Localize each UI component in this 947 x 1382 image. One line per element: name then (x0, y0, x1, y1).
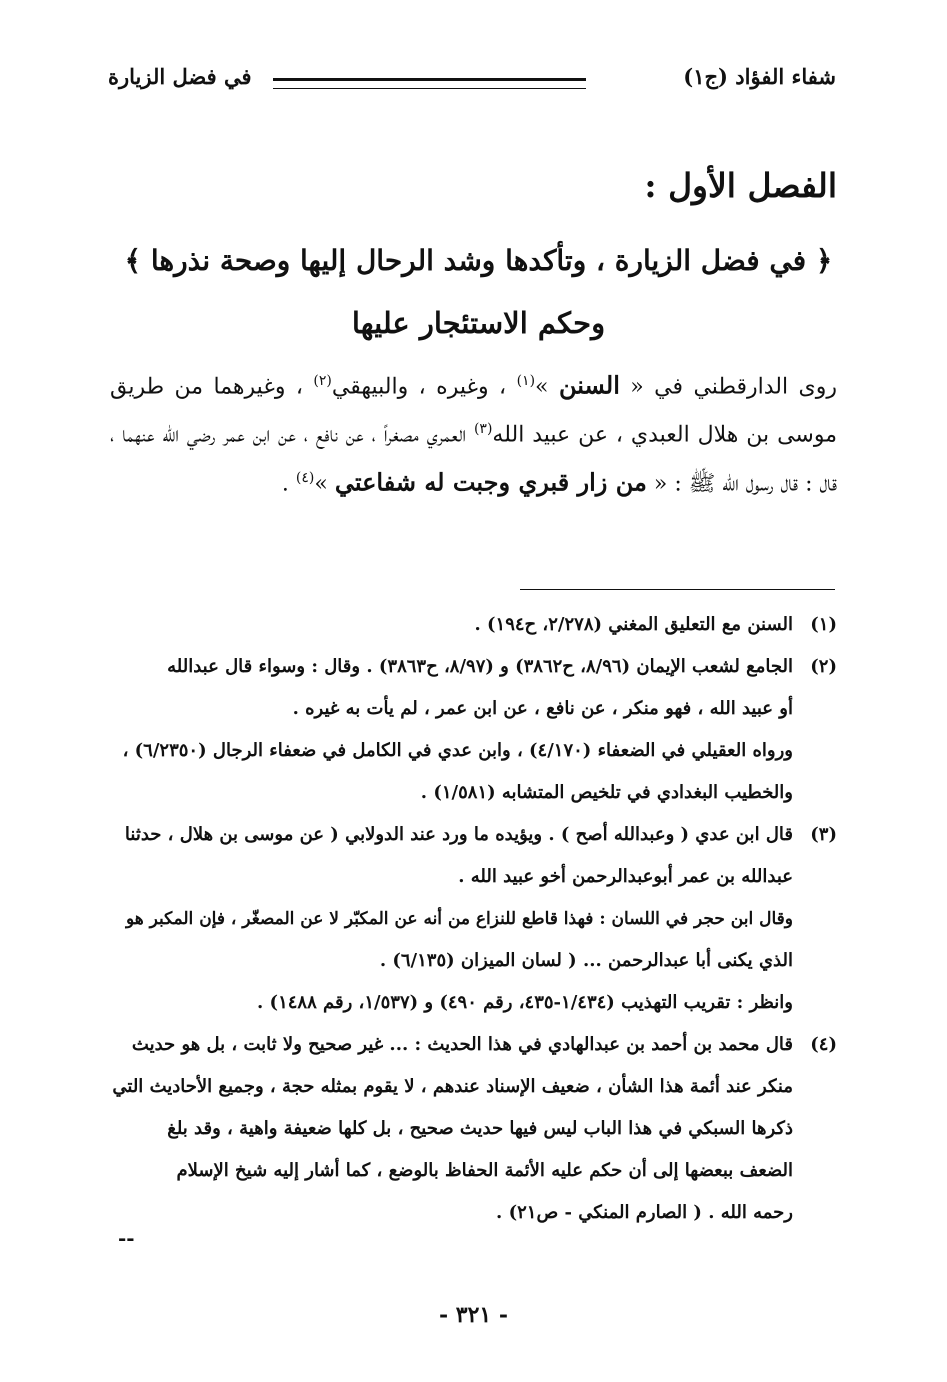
section-title-header: في فضل الزيارة (108, 64, 252, 89)
footnote-3-line-3: وقال ابن حجر في اللسان : فهذا قاطع للنزاع من أنه عن المكبّر لا عن المصغّر ، فإن المكبر هو (125, 909, 793, 929)
footnote-text: قال محمد بن أحمد بن عبدالهادي في هذا الحديث : ... غير صحيح ولا ثابت ، بل هو حديث (131, 1034, 793, 1055)
footnote-4-line-3: ذكرها السبكي في هذا الباب ليس فيها حديث صحيح ، بل كلها ضعيفة واهية ، وقد بلغ (167, 1118, 793, 1139)
footnote-text: الجامع لشعب الإيمان (٨/٩٦، ح٣٨٦٢) و (٨/٩٧، ح٣٨٦٣) . وقال : وسواء قال عبدالله (167, 656, 793, 677)
running-header (108, 58, 836, 102)
hadith-text: من زار قبري وجبت له شفاعتي (334, 466, 647, 496)
footnote-3-line-4: الذي يكنى أبا عبدالرحمن ... ( لسان الميزان (٦/١٣٥) . (379, 950, 793, 971)
footnote-number: (١) (810, 614, 837, 635)
footnote-ref-1: (١) (516, 373, 536, 389)
header-rule (273, 78, 586, 89)
footnote-number: (٤) (810, 1034, 837, 1055)
body-text-run: روى الدارقطني في « (619, 374, 838, 400)
continuation-dash: -- (118, 1226, 135, 1250)
body-text-run: » (535, 374, 559, 400)
footnote-4 (110, 1024, 837, 1066)
sunan-title: السنن (558, 370, 620, 400)
footnote-1 (110, 604, 837, 646)
footnote-3-line-5: وانظر : تقريب التهذيب (١/٤٣٤-٤٣٥، رقم ٤٩٠) و (١/٥٣٧، رقم ١٤٨٨) . (257, 992, 793, 1013)
body-text-run: . (281, 470, 296, 496)
footnote-separator (520, 589, 835, 590)
footnote-ref-2: (٢) (313, 373, 332, 389)
footnote-4-line-5: رحمه الله . ( الصارم المنكي - ص٢١) . (496, 1202, 793, 1223)
body-text-run: العمري مصغراً ، عن نافع ، عن ابن عمر رضي الله عنهما ، قال : قال رسول الله ﷺ : « (110, 422, 837, 496)
footnote-number: (٣) (810, 824, 837, 845)
body-text-run: ، وغيرهما من طريق موسى بن هلال العبدي ، عن عبيد الله (110, 374, 837, 448)
footnote-number: (٢) (810, 656, 837, 677)
chapter-title: الفصل الأول : (644, 166, 837, 205)
footnote-ref-3: (٣) (473, 421, 493, 438)
footnote-text: السنن مع التعليق المغني (٢/٢٧٨، ح١٩٤) . (474, 614, 793, 635)
footnote-2-line-2: أو عبيد الله ، فهو منكر ، عن نافع ، عن ابن عمر ، لم يأت به غيره . (292, 698, 793, 719)
page-number: - ٣٢١ - (438, 1302, 509, 1328)
body-paragraph (110, 360, 837, 505)
book-title-header: شفاء الفؤاد (ج١) (683, 64, 836, 89)
body-text-run: ، وغيره ، والبيهقي (331, 374, 517, 400)
footnote-4-line-4: الضعف ببعضها إلى أن حكم عليه الأئمة الحفاظ بالوضع ، كما أشار إليه شيخ الإسلام (176, 1160, 793, 1181)
footnote-2 (110, 646, 837, 688)
footnote-3-line-2: عبدالله بن عمر أبوعبدالرحمن أخو عبيد الله . (458, 866, 793, 887)
footnote-text: قال ابن عدي ( وعبدالله أصح ) . ويؤيده ما ورد عند الدولابي ( عن موسى بن هلال ، حدثنا (124, 824, 793, 845)
footnote-3 (110, 814, 837, 856)
footnote-2-line-4: والخطيب البغدادي في تلخيص المتشابه (١/٥٨١) . (420, 782, 793, 803)
body-text-run: » (314, 470, 335, 496)
footnote-ref-4: (٤) (295, 469, 315, 486)
footnote-2-line-3: ورواه العقيلي في الضعفاء (٤/١٧٠) ، وابن عدي في الكامل في ضعفاء الرجال (٦/٢٣٥٠) ، (122, 740, 793, 761)
topic-heading-line2: وحكم الاستئجار عليها (351, 306, 606, 340)
topic-heading-line1: ﴿ في فضل الزيارة ، وتأكدها وشد الرحال إليها وصحة نذرها ﴾ (124, 244, 833, 277)
footnote-4-line-2: منكر عند أئمة هذا الشأن ، ضعيف الإسناد عندهم ، لا يقوم بمثله حجة ، وجميع الأحاديث التي (112, 1076, 793, 1097)
